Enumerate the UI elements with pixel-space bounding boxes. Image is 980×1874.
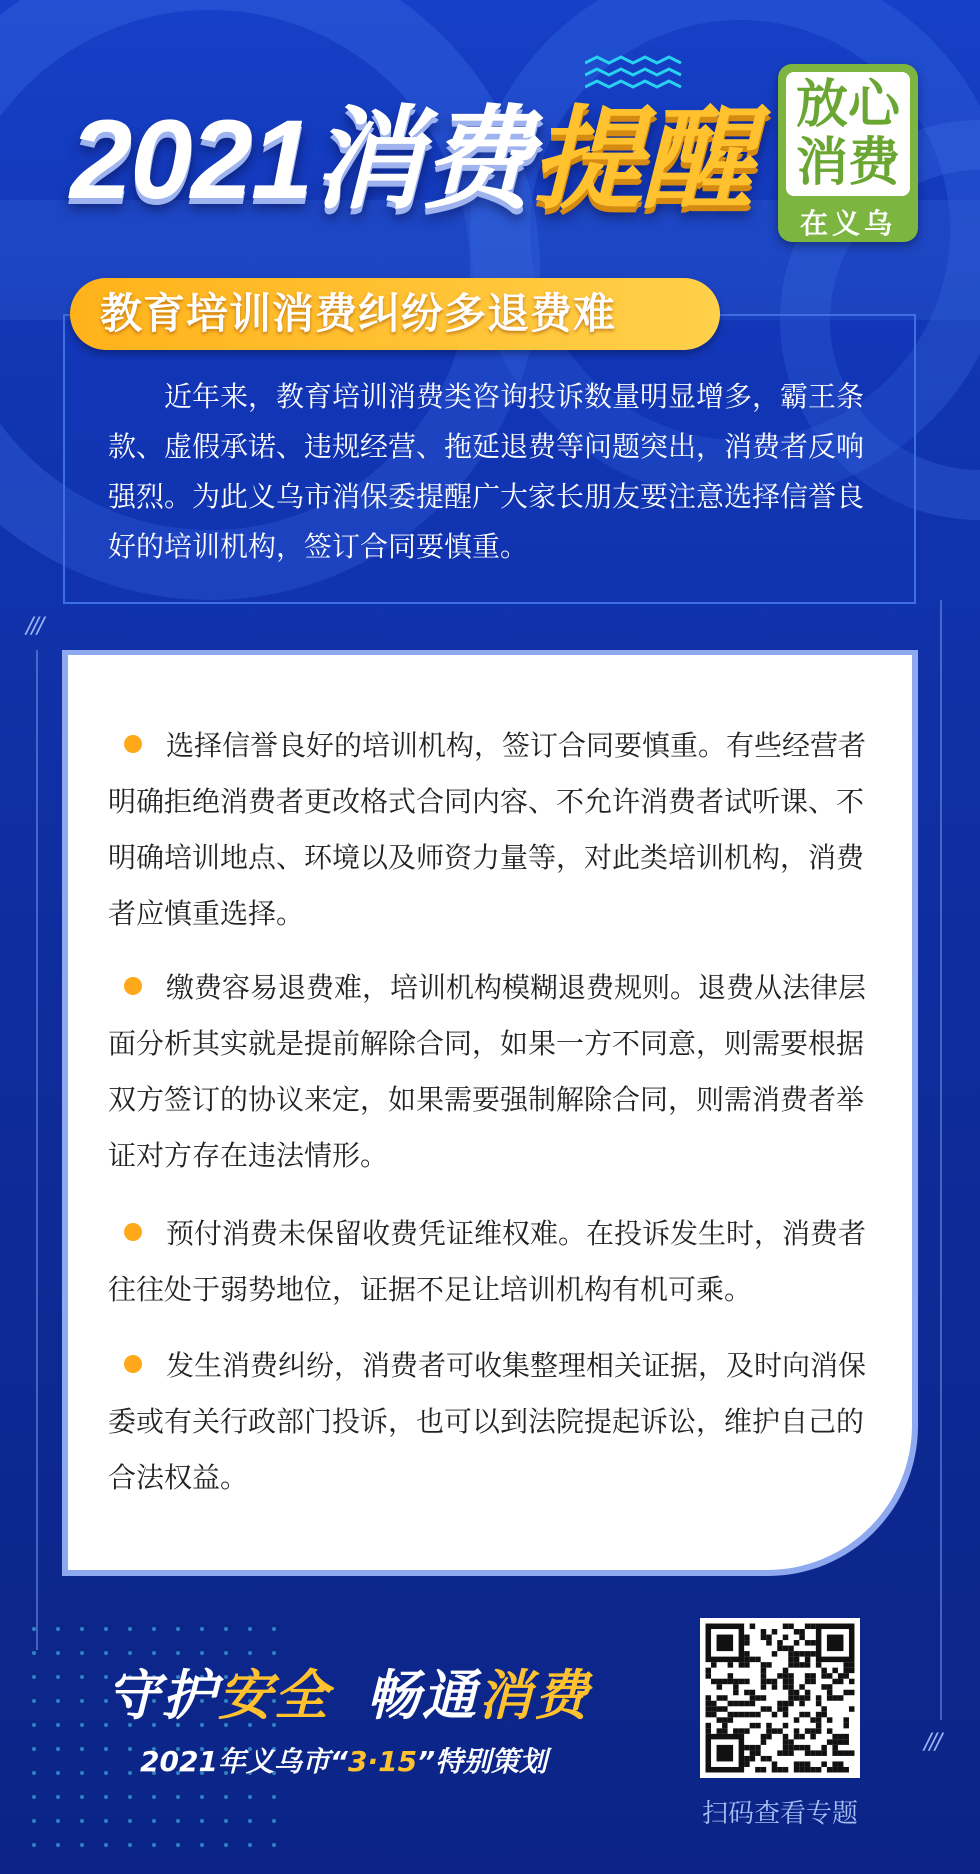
bullet-dot-icon — [124, 1223, 142, 1241]
logo-subtitle: 在义乌 — [799, 207, 896, 240]
page-title — [70, 97, 752, 222]
section-heading: 教育培训消费纠纷多退费难 — [100, 289, 617, 338]
bullet-dot-icon — [124, 977, 142, 995]
logo-line-2: 消费 — [795, 133, 900, 193]
logo-badge — [786, 72, 910, 196]
decor-slash: /// — [924, 1730, 941, 1755]
slogan-part: 守护 — [106, 1664, 218, 1727]
wave-lines-icon — [585, 55, 685, 95]
logo-line-1: 放心 — [795, 75, 900, 135]
qr-caption: 扫码查看专题 — [701, 1799, 858, 1829]
slogan-part: 畅通 — [366, 1664, 478, 1727]
decor-slash: /// — [26, 614, 43, 639]
subtitle-part: ”特别策划 — [417, 1745, 548, 1778]
subtitle-highlight: 3·15 — [347, 1745, 418, 1778]
decor-line — [36, 650, 38, 1650]
slogan-part: 消费 — [478, 1664, 590, 1727]
slogan-part: 安全 — [218, 1664, 330, 1727]
decor-line — [940, 600, 942, 1720]
slogan — [106, 1660, 590, 1732]
bullet-dot-icon — [124, 735, 142, 753]
list-item — [108, 960, 876, 1184]
brand-logo — [778, 64, 918, 242]
tip-text: 选择信誉良好的培训机构，签订合同要慎重。有些经营者明确拒绝消费者更改格式合同内容、不允许消费者试听课、不明确培训地点、环境以及师资力量等，对此类培训机构，消费者应慎重选择。 — [108, 729, 867, 930]
bullet-dot-icon — [124, 1355, 142, 1373]
list-item — [108, 1338, 876, 1506]
title-white: 2021消费 — [70, 97, 532, 222]
tip-text: 发生消费纠纷，消费者可收集整理相关证据，及时向消保委或有关行政部门投诉，也可以到法院提起诉讼，维护自己的合法权益。 — [108, 1349, 867, 1494]
qr-code-icon[interactable] — [700, 1618, 860, 1778]
section-heading-pill — [70, 278, 720, 350]
intro-paragraph: 近年来，教育培训消费类咨询投诉数量明显增多，霸王条款、虚假承诺、违规经营、拖延退费等问题突出，消费者反响强烈。为此义乌市消保委提醒广大家长朋友要注意选择信誉良好的培训机构，签订合同要慎重。 — [108, 380, 865, 563]
list-item — [108, 1206, 876, 1318]
tip-text: 预付消费未保留收费凭证维权难。在投诉发生时，消费者往往处于弱势地位，证据不足让培训机构有机可乘。 — [108, 1217, 867, 1306]
title-yellow: 提醒 — [531, 97, 752, 222]
tip-text: 缴费容易退费难，培训机构模糊退费规则。退费从法律层面分析其实就是提前解除合同，如果一方不同意，则需要根据双方签订的协议来定，如果需要强制解除合同，则需消费者举证对方存在违法情形。 — [108, 971, 867, 1172]
subtitle-part: 2021年义乌市“ — [140, 1745, 348, 1778]
list-item — [108, 718, 876, 942]
campaign-subtitle — [140, 1740, 547, 1784]
